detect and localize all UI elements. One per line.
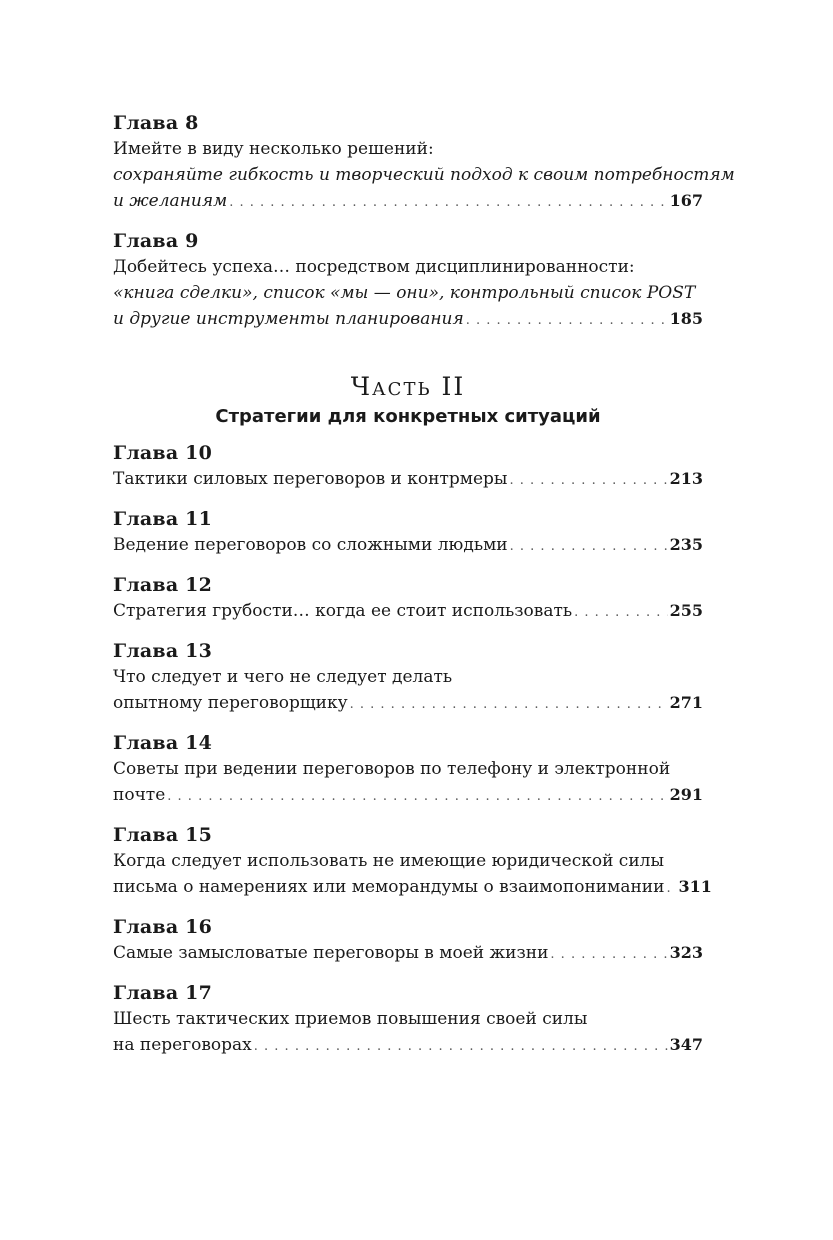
page-number: 271 <box>669 693 703 712</box>
chapter-title-line: сохраняйте гибкость и творческий подход к своим потребностям <box>113 165 735 185</box>
chapter-number: Глава 10 <box>113 442 212 464</box>
page-number: 185 <box>669 309 703 328</box>
chapter-title-line: Шесть тактических приемов повышения своей силы <box>113 1009 588 1029</box>
chapter-title-last-line <box>113 690 703 718</box>
toc-entry[interactable] <box>113 506 703 560</box>
page-number: 235 <box>669 535 703 554</box>
chapter-title-last-line <box>113 782 703 810</box>
toc-entry[interactable] <box>113 980 703 1060</box>
chapter-title-line: Советы при ведении переговоров по телефону и электронной <box>113 759 671 779</box>
chapter-title-text: Самые замысловатые переговоры в моей жизни <box>113 943 549 963</box>
dot-leader <box>167 784 667 810</box>
chapter-title-text: Стратегия грубости… когда ее стоит использовать <box>113 601 573 621</box>
chapter-number: Глава 16 <box>113 916 212 938</box>
page-number: 167 <box>669 191 703 210</box>
chapter-title-last-line <box>113 306 703 334</box>
chapter-title-text: письма о намерениях или меморандумы о взаимопонимании <box>113 877 665 897</box>
chapter-number: Глава 11 <box>113 508 212 530</box>
toc-list-part-two <box>113 440 712 1060</box>
toc-entry[interactable] <box>113 440 703 494</box>
chapter-title-last-line <box>113 1032 703 1060</box>
page-number: 323 <box>669 943 703 962</box>
dot-leader <box>350 692 668 718</box>
chapter-title-line: «книга сделки», список «мы — они», контрольный список POST <box>113 283 696 303</box>
chapter-title-text: опытному переговорщику <box>113 693 348 713</box>
chapter-title-line: Добейтесь успеха… посредством дисциплинированности: <box>113 257 635 277</box>
chapter-number: Глава 8 <box>113 112 199 134</box>
chapter-title-line: Что следует и чего не следует делать <box>113 667 453 687</box>
chapter-number: Глава 14 <box>113 732 212 754</box>
toc-entry[interactable] <box>113 572 703 626</box>
chapter-title-last-line <box>113 940 703 968</box>
chapter-title-last-line <box>113 188 703 216</box>
chapter-title-line: Когда следует использовать не имеющие юридической силы <box>113 851 664 871</box>
chapter-title-line: Имейте в виду несколько решений: <box>113 139 434 159</box>
chapter-title-text: почте <box>113 785 166 805</box>
chapter-title-text: и желаниям <box>113 191 228 211</box>
page-number: 255 <box>669 601 703 620</box>
table-of-contents <box>113 110 735 1072</box>
chapter-title-text: Тактики силовых переговоров и контрмеры <box>113 469 508 489</box>
page-number: 311 <box>678 877 712 896</box>
toc-list-part-one <box>113 110 735 334</box>
chapter-title-text: Ведение переговоров со сложными людьми <box>113 535 508 555</box>
dot-leader <box>574 600 667 626</box>
chapter-title-last-line <box>113 598 703 626</box>
chapter-title-last-line <box>113 874 712 902</box>
dot-leader <box>550 942 667 968</box>
page-number: 213 <box>669 469 703 488</box>
dot-leader <box>666 876 676 902</box>
toc-entry[interactable] <box>113 822 712 902</box>
dot-leader <box>229 190 667 216</box>
toc-entry[interactable] <box>113 638 703 718</box>
dot-leader <box>510 534 668 560</box>
page-number: 347 <box>669 1035 703 1054</box>
part-title: Часть II <box>350 372 466 401</box>
toc-entry[interactable] <box>113 110 735 216</box>
chapter-number: Глава 12 <box>113 574 212 596</box>
toc-entry[interactable] <box>113 914 703 968</box>
chapter-number: Глава 9 <box>113 230 199 252</box>
toc-entry[interactable] <box>113 228 703 334</box>
chapter-number: Глава 17 <box>113 982 212 1004</box>
chapter-number: Глава 13 <box>113 640 212 662</box>
toc-entry[interactable] <box>113 730 703 810</box>
dot-leader <box>254 1034 668 1060</box>
part-subtitle: Стратегии для конкретных ситуаций <box>215 406 601 427</box>
chapter-number: Глава 15 <box>113 824 212 846</box>
chapter-title-text: на переговорах <box>113 1035 252 1055</box>
page-number: 291 <box>669 785 703 804</box>
dot-leader <box>509 468 667 494</box>
chapter-title-last-line <box>113 532 703 560</box>
dot-leader <box>466 308 668 334</box>
chapter-title-text: и другие инструменты планирования <box>113 309 464 329</box>
part-heading <box>113 372 703 432</box>
chapter-title-last-line <box>113 466 703 494</box>
